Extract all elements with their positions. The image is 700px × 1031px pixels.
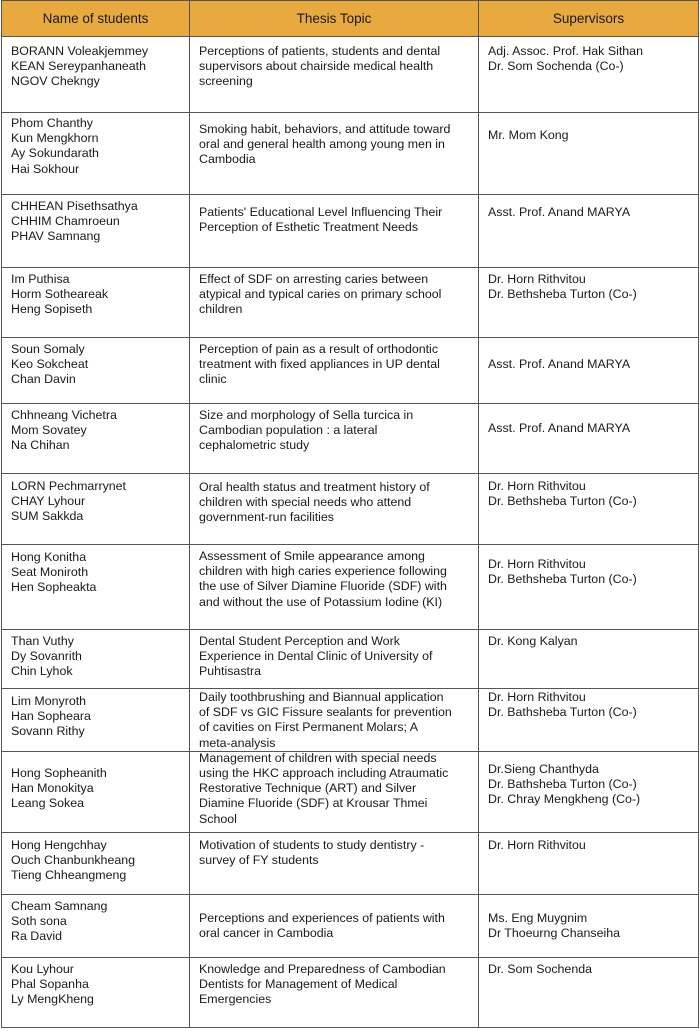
topic-line: clinic xyxy=(199,372,227,387)
student-name: Heng Sopiseth xyxy=(11,302,93,317)
student-name: SUM Sakkda xyxy=(11,509,84,524)
student-name: NGOV Chekngy xyxy=(11,74,100,89)
table-body xyxy=(2,37,699,1028)
topic-line: meta-analysis xyxy=(199,735,276,750)
topic-line: Effect of SDF on arresting caries between xyxy=(199,272,429,286)
supervisors-cell xyxy=(479,195,699,268)
students-cell xyxy=(2,474,190,545)
supervisor-name: Asst. Prof. Anand MARYA xyxy=(488,421,631,435)
topic-line: survey of FY students xyxy=(199,853,319,868)
topic-line: using the HKC approach including Atraumatic xyxy=(199,766,449,781)
table-row xyxy=(2,338,699,404)
supervisors-cell xyxy=(479,957,699,1027)
supervisors-cell xyxy=(479,630,699,689)
student-name: Leang Sokea xyxy=(11,796,85,811)
topic-line: Perception of Esthetic Treatment Needs xyxy=(199,220,419,235)
student-name: Kou Lyhour xyxy=(11,961,74,976)
topic-line: children xyxy=(199,302,243,317)
header-supervisors: Supervisors xyxy=(479,1,699,37)
topic-line: children with special needs who attend xyxy=(199,495,412,510)
student-name: Keo Sokcheat xyxy=(11,357,89,372)
thesis-topic-cell xyxy=(190,37,479,113)
thesis-table xyxy=(1,0,699,1028)
student-name: PHAV Samnang xyxy=(11,229,101,244)
student-name: Chin Lyhok xyxy=(11,664,73,679)
supervisors-cell xyxy=(479,751,699,832)
topic-line: Motivation of students to study dentistry - xyxy=(199,837,425,852)
student-name: Cheam Samnang xyxy=(11,898,108,913)
student-name: Ly MengKheng xyxy=(11,992,94,1007)
supervisor-name: Dr. Kong Kalyan xyxy=(488,634,578,648)
topic-line: Perception of pain as a result of orthodontic xyxy=(199,342,439,356)
student-name: Mom Sovatey xyxy=(11,423,87,438)
topic-line: supervisors about chairside medical health xyxy=(199,59,434,74)
topic-line: of SDF vs GIC Fissure sealants for prevention xyxy=(199,705,452,720)
topic-line: children with high caries experience following xyxy=(199,564,447,579)
student-name: KEAN Sereypanhaneath xyxy=(11,59,147,74)
table-row xyxy=(2,474,699,545)
topic-line: Management of children with special needs xyxy=(199,751,437,765)
table-row xyxy=(2,832,699,894)
supervisor-name: Asst. Prof. Anand MARYA xyxy=(488,357,631,371)
supervisor-name: Dr. Horn Rithvitou xyxy=(488,690,586,704)
topic-line: government-run facilities xyxy=(199,510,334,525)
table-row xyxy=(2,957,699,1027)
student-name: Na Chihan xyxy=(11,438,70,453)
topic-line: Perceptions of patients, students and dental xyxy=(199,44,441,58)
thesis-topic-cell xyxy=(190,751,479,832)
thesis-topic-cell xyxy=(190,689,479,752)
thesis-topic-cell xyxy=(190,268,479,338)
thesis-topic-cell xyxy=(190,957,479,1027)
student-name: Han Sopheara xyxy=(11,709,91,724)
topic-line: Puhtisastra xyxy=(199,664,261,679)
supervisors-cell xyxy=(479,268,699,338)
thesis-topic-cell xyxy=(190,195,479,268)
student-name: Phal Sopanha xyxy=(11,977,89,992)
topic-line: Patients' Educational Level Influencing Their xyxy=(199,205,443,219)
student-name: Phom Chanthy xyxy=(11,116,93,130)
topic-line: Experience in Dental Clinic of University of xyxy=(199,649,433,664)
thesis-topic-cell xyxy=(190,630,479,689)
header-thesis-topic: Thesis Topic xyxy=(190,1,479,37)
supervisors-cell xyxy=(479,37,699,113)
student-name: Han Monokitya xyxy=(11,781,94,796)
table-row xyxy=(2,689,699,752)
student-name: Kun Mengkhorn xyxy=(11,131,99,146)
supervisor-name: Dr. Som Sochenda xyxy=(488,961,593,976)
supervisor-name: Dr. Som Sochenda (Co-) xyxy=(488,59,624,74)
topic-line: Restorative Technique (ART) and Silver xyxy=(199,781,417,796)
table-row xyxy=(2,113,699,195)
students-cell xyxy=(2,37,190,113)
student-name: Dy Sovanrith xyxy=(11,649,82,664)
table-row xyxy=(2,630,699,689)
student-name: Chan Davin xyxy=(11,372,76,387)
supervisor-name: Dr. Horn Rithvitou xyxy=(488,272,586,286)
student-name: Hen Sopheakta xyxy=(11,580,97,595)
supervisors-cell xyxy=(479,474,699,545)
student-name: CHHIM Chamroeun xyxy=(11,214,120,229)
supervisor-name: Dr. Bathsheba Turton (Co-) xyxy=(488,705,637,720)
students-cell xyxy=(2,545,190,630)
student-name: Chhneang Vichetra xyxy=(11,408,117,422)
header-students: Name of students xyxy=(2,1,190,37)
student-name: Hong Hengchhay xyxy=(11,837,107,852)
student-name: Sovann Rithy xyxy=(11,724,85,739)
student-name: BORANN Voleakjemmey xyxy=(11,44,149,58)
topic-line: the use of Silver Diamine Fluoride (SDF) with xyxy=(199,579,447,594)
table-row xyxy=(2,37,699,113)
supervisor-name: Ms. Eng Muygnim xyxy=(488,910,588,925)
student-name: Seat Moniroth xyxy=(11,565,89,580)
topic-line: atypical and typical caries on primary school xyxy=(199,287,442,302)
supervisor-name: Dr. Bethsheba Turton (Co-) xyxy=(488,572,637,587)
supervisor-name: Dr. Horn Rithvitou xyxy=(488,557,586,571)
students-cell xyxy=(2,404,190,474)
supervisor-name: Mr. Mom Kong xyxy=(488,128,569,142)
topic-line: Cambodia xyxy=(199,152,256,167)
topic-line: screening xyxy=(199,74,253,89)
topic-line: oral cancer in Cambodia xyxy=(199,926,334,941)
students-cell xyxy=(2,113,190,195)
table-header-row xyxy=(2,1,699,37)
student-name: CHAY Lyhour xyxy=(11,494,86,509)
student-name: Hai Sokhour xyxy=(11,161,80,176)
table-row xyxy=(2,751,699,832)
supervisor-name: Dr. Chray Mengkheng (Co-) xyxy=(488,792,641,807)
students-cell xyxy=(2,195,190,268)
topic-line: oral and general health among young men in xyxy=(199,137,445,152)
student-name: Im Puthisa xyxy=(11,272,70,286)
supervisor-name: Adj. Assoc. Prof. Hak Sithan xyxy=(488,44,643,58)
topic-line: Diamine Fluoride (SDF) at Krousar Thmei xyxy=(199,796,428,811)
student-name: Soth sona xyxy=(11,914,67,929)
supervisors-cell xyxy=(479,338,699,404)
topic-line: Assessment of Smile appearance among xyxy=(199,549,425,563)
thesis-topic-cell xyxy=(190,338,479,404)
student-name: Soun Somaly xyxy=(11,342,85,356)
thesis-topic-cell xyxy=(190,474,479,545)
topic-line: Size and morphology of Sella turcica in xyxy=(199,408,414,422)
supervisor-name: Dr.Sieng Chanthyda xyxy=(488,761,599,776)
topic-line: Oral health status and treatment history of xyxy=(199,480,430,494)
student-name: Hong Sopheanith xyxy=(11,765,107,780)
supervisors-cell xyxy=(479,689,699,752)
students-cell xyxy=(2,751,190,832)
supervisors-cell xyxy=(479,545,699,630)
topic-line: Dental Student Perception and Work xyxy=(199,634,400,648)
students-cell xyxy=(2,268,190,338)
students-cell xyxy=(2,832,190,894)
topic-line: Emergencies xyxy=(199,992,272,1007)
topic-line: cephalometric study xyxy=(199,438,310,453)
students-cell xyxy=(2,630,190,689)
supervisors-cell xyxy=(479,894,699,957)
topic-line: Cambodian population : a lateral xyxy=(199,423,378,438)
student-name: Ouch Chanbunkheang xyxy=(11,853,136,868)
thesis-topic-cell xyxy=(190,894,479,957)
student-name: LORN Pechmarrynet xyxy=(11,479,126,493)
topic-line: Knowledge and Preparedness of Cambodian xyxy=(199,961,446,976)
student-name: Hong Konitha xyxy=(11,550,87,564)
supervisor-name: Dr. Horn Rithvitou xyxy=(488,837,586,852)
thesis-topic-cell xyxy=(190,545,479,630)
student-name: Ay Sokundarath xyxy=(11,146,99,161)
student-name: Ra David xyxy=(11,929,62,944)
topic-line: treatment with fixed appliances in UP dental xyxy=(199,357,440,372)
supervisor-name: Dr. Bethsheba Turton (Co-) xyxy=(488,494,637,509)
students-cell xyxy=(2,338,190,404)
table-row xyxy=(2,268,699,338)
topic-line: and without the use of Potassium Iodine (KI) xyxy=(199,594,443,609)
students-cell xyxy=(2,689,190,752)
topic-line: Perceptions and experiences of patients with xyxy=(199,910,445,925)
student-name: CHHEAN Pisethsathya xyxy=(11,199,138,213)
thesis-topic-cell xyxy=(190,404,479,474)
supervisor-name: Dr. Bethsheba Turton (Co-) xyxy=(488,287,637,302)
topic-line: Dentists for Management of Medical xyxy=(199,977,398,992)
topic-line: of cavities on First Permanent Molars; A xyxy=(199,720,418,735)
supervisor-name: Dr Thoeurng Chanseiha xyxy=(488,926,621,941)
supervisor-name: Dr. Bathsheba Turton (Co-) xyxy=(488,777,637,792)
table-row xyxy=(2,195,699,268)
thesis-topic-cell xyxy=(190,832,479,894)
student-name: Lim Monyroth xyxy=(11,694,87,708)
student-name: Tieng Chheangmeng xyxy=(11,868,127,883)
students-cell xyxy=(2,894,190,957)
table-row xyxy=(2,404,699,474)
supervisor-name: Dr. Horn Rithvitou xyxy=(488,479,586,493)
student-name: Horm Sotheareak xyxy=(11,287,109,302)
topic-line: School xyxy=(199,811,237,826)
supervisors-cell xyxy=(479,113,699,195)
student-name: Than Vuthy xyxy=(11,634,74,648)
students-cell xyxy=(2,957,190,1027)
supervisors-cell xyxy=(479,832,699,894)
table-row xyxy=(2,545,699,630)
thesis-topic-cell xyxy=(190,113,479,195)
supervisors-cell xyxy=(479,404,699,474)
table-row xyxy=(2,894,699,957)
topic-line: Smoking habit, behaviors, and attitude toward xyxy=(199,122,451,136)
topic-line: Daily toothbrushing and Biannual application xyxy=(199,690,444,704)
supervisor-name: Asst. Prof. Anand MARYA xyxy=(488,205,631,219)
